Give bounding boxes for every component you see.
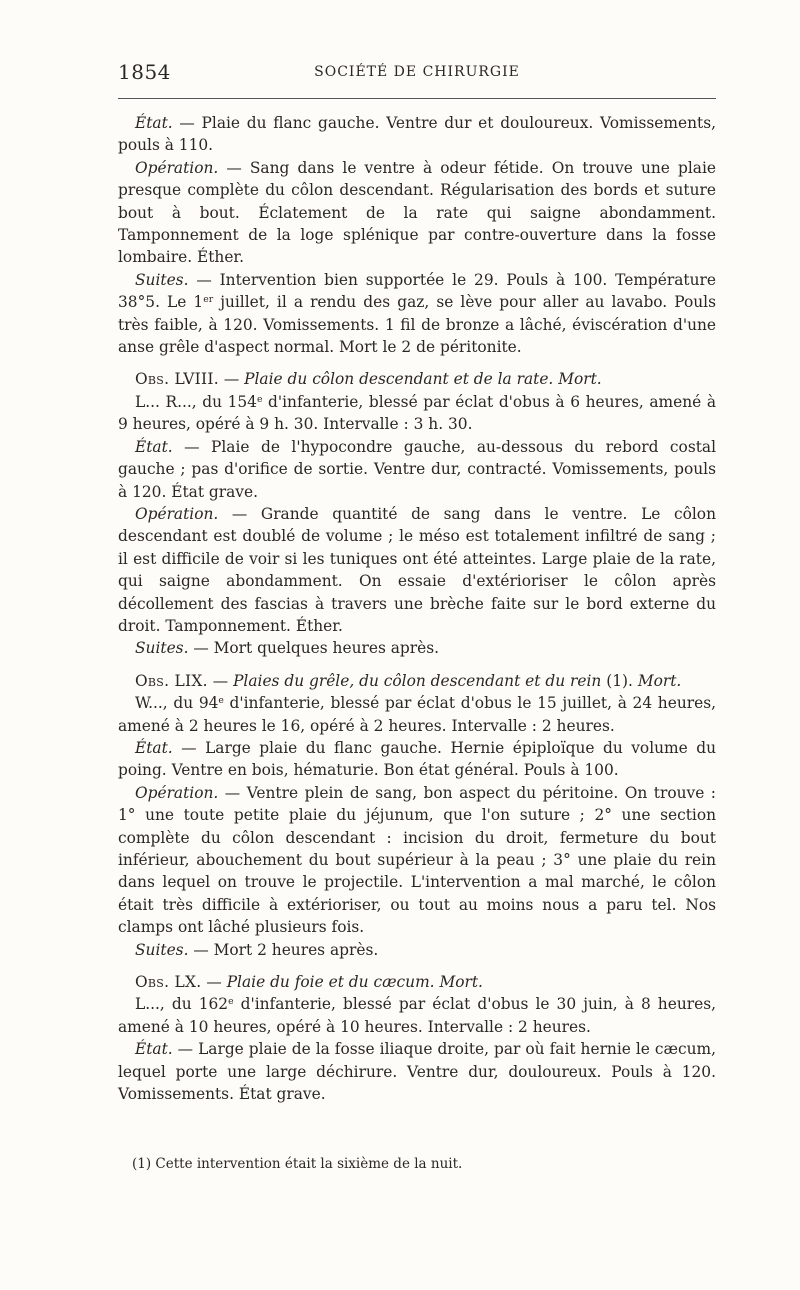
footnote-ref: (1). <box>601 671 638 690</box>
obs-59-patient: W..., du 94e d'infanterie, blessé par éclat d'obus le 15 juillet, à 24 heures, amené à 2 heures le 16, opéré à 2 heures. Intervalle : 2 heures. <box>118 694 716 735</box>
obs-60-patient: L..., du 162e d'infanterie, blessé par éclat d'obus le 30 juin, à 8 heures, amené à 10 heures, opéré à 10 heures. Intervalle : 2 heures. <box>118 995 716 1036</box>
running-title: SOCIÉTÉ DE CHIRURGIE <box>314 64 520 80</box>
obs-58-heading: Obs. LVIII. — Plaie du côlon descendant et de la rate. Mort. <box>135 370 602 389</box>
footnote: (1) Cette intervention était la sixième de la nuit. <box>132 1156 463 1172</box>
case57-suites: Suites. — Intervention bien supportée le 29. Pouls à 100. Température 38°5. Le 1er juillet, il a rendu des gaz, se lève pour aller au lavabo. Pouls très faible, à 120. Vomissements. 1 fil de bronze a lâché, éviscération d'une anse grêle d'aspect normal. Mort le 2 de péritonite. <box>118 270 716 357</box>
obs-59-heading: Obs. LIX. — Plaies du grêle, du côlon descendant et du rein (1). Mort. <box>135 671 682 690</box>
obs-59-suites: Suites. — Mort 2 heures après. <box>135 940 379 959</box>
page-header <box>118 60 716 84</box>
obs-60-heading: Obs. LX. — Plaie du foie et du cæcum. Mort. <box>135 973 483 992</box>
obs-58-etat: État. — Plaie de l'hypocondre gauche, au-dessous du rebord costal gauche ; pas d'orifice de sortie. Ventre dur, contracté. Vomissements, pouls à 120. État grave. <box>118 437 716 501</box>
header-rule <box>118 98 716 99</box>
obs-59-etat: État. — Large plaie du flanc gauche. Hernie épiploïque du volume du poing. Ventre en bois, hématurie. Bon état général. Pouls à 100. <box>118 738 716 780</box>
obs-60-etat: État. — Large plaie de la fosse iliaque droite, par où fait hernie le cæcum, lequel porte une large déchirure. Ventre dur, douloureux. Pouls à 120. Vomissements. État grave. <box>118 1040 716 1104</box>
obs-59-operation: Opération. — Ventre plein de sang, bon aspect du péritoine. On trouve : 1° une toute petite plaie du jéjunum, que l'on suture ; 2° une section complète du côlon descendant : incision du droit, fermeture du bout inférieur, abouchement du bout supérieur à la peau ; 3° une plaie du rein dans lequel on trouve le projectile. L'intervention a mal marché, le côlon était très difficile à extérioriser, ou tout au moins nous a paru tel. Nos clamps ont lâché plusieurs fois. <box>118 783 716 937</box>
obs-58-patient: L... R..., du 154e d'infanterie, blessé par éclat d'obus à 6 heures, amené à 9 heures, opéré à 9 h. 30. Intervalle : 3 h. 30. <box>118 392 717 434</box>
obs-58-operation: Opération. — Grande quantité de sang dans le ventre. Le côlon descendant est doublé de volume ; le méso est totalement infiltré de sang ; il est difficile de voir si les tuniques ont été atteintes. Large plaie de la rate, qui saigne abondamment. On essaie d'extérioriser le côlon après décollement des fascias à travers une brèche faite sur le bord externe du droit. Tamponnement. Éther. <box>118 504 716 635</box>
page-number: 1854 <box>118 60 171 84</box>
case57-etat: État. — Plaie du flanc gauche. Ventre dur et douloureux. Vomissements, pouls à 110. <box>118 114 716 155</box>
obs-58-suites: Suites. — Mort quelques heures après. <box>135 639 440 658</box>
case57-operation: Opération. — Sang dans le ventre à odeur fétide. On trouve une plaie presque complète du côlon descendant. Régularisation des bords et suture bout à bout. Éclatement de la rate qui saigne abondamment. Tamponnement de la loge splénique par contre-ouverture dans la fosse lombaire. Éther. <box>118 158 716 267</box>
body-text <box>118 112 716 1105</box>
